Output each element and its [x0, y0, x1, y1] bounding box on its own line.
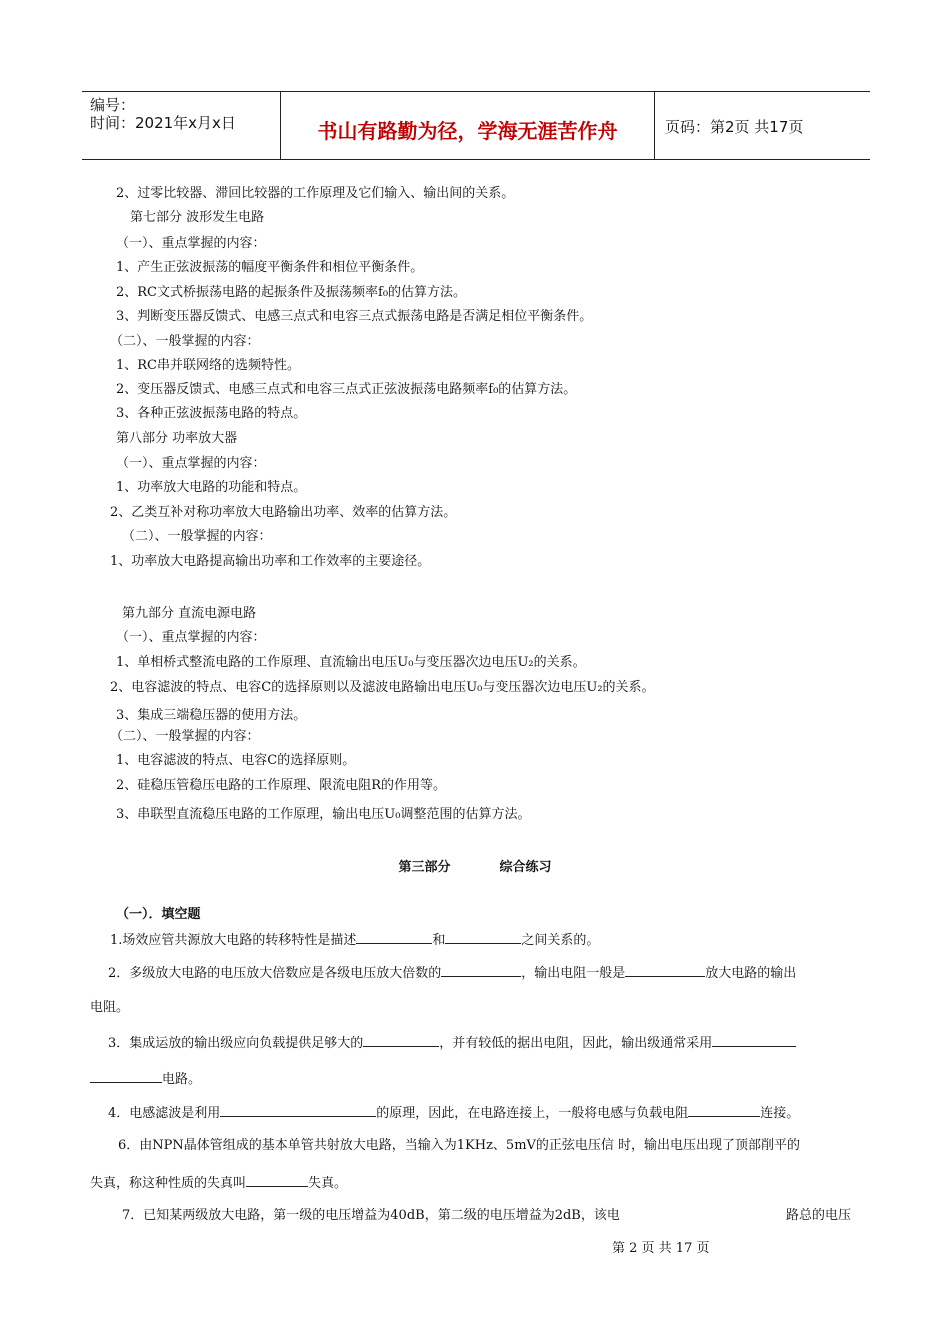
text-line: 1、产生正弦波振荡的幅度平衡条件和相位平衡条件。 [116, 260, 424, 275]
text-line: 2、乙类互补对称功率放大电路输出功率、效率的估算方法。 [110, 505, 457, 520]
text-line: 2、变压器反馈式、电感三点式和电容三点式正弦波振荡电路频率f₀的估算方法。 [116, 382, 577, 397]
text-line: 2、硅稳压管稳压电路的工作原理、限流电阻R的作用等。 [116, 778, 447, 793]
answer-blank[interactable] [220, 1104, 376, 1117]
doc-time-label: 时间：2021年x月x日 [90, 114, 236, 132]
text-line: （一）、重点掌握的内容： [116, 236, 266, 251]
answer-blank[interactable] [688, 1104, 760, 1117]
fill-in-title: （一）．填空题 [116, 907, 201, 922]
section-heading: 第七部分 波形发生电路 [130, 210, 265, 225]
text-line: （二）、一般掌握的内容： [122, 529, 272, 544]
text-line: （二）、一般掌握的内容： [110, 729, 260, 744]
answer-blank[interactable] [90, 1070, 162, 1083]
question-7: 7．已知某两级放大电路，第一级的电压增益为40dB，第二级的电压增益为2dB，该电 [122, 1208, 620, 1223]
text-line: 1、电容滤波的特点、电容C的选择原则。 [116, 753, 356, 768]
header-page-label: 页码：第2页 共17页 [665, 118, 804, 136]
question-7-cont: 路总的电压 [786, 1208, 852, 1223]
answer-blank[interactable] [363, 1034, 439, 1047]
answer-blank[interactable] [356, 931, 432, 944]
text-line: 1、RC串并联网络的选频特性。 [116, 358, 301, 373]
answer-blank[interactable] [625, 964, 705, 977]
text-line: 3、判断变压器反馈式、电感三点式和电容三点式振荡电路是否满足相位平衡条件。 [116, 309, 593, 324]
header-info-cell [82, 92, 281, 159]
question-2-cont: 电阻。 [90, 1000, 130, 1015]
question-6: 6．由NPN晶体管组成的基本单管共射放大电路，当输入为1KHz、5mV的正弦电压信 时，输出电压出现了顶部削平的 [118, 1138, 801, 1153]
section-heading: 第八部分 功率放大器 [116, 431, 238, 446]
text-line: 2、RC文式桥振荡电路的起振条件及振荡频率f₀的估算方法。 [116, 285, 467, 300]
part-number: 第三部分 [398, 860, 451, 875]
page-footer: 第 2 页 共 17 页 [612, 1241, 710, 1256]
question-1: 1.场效应管共源放大电路的转移特性是描述 和 之间关系的。 [110, 933, 600, 948]
header-motto-cell [281, 92, 655, 159]
text-line: 1、单相桥式整流电路的工作原理、直流输出电压U₀与变压器次边电压U₂的关系。 [116, 655, 586, 670]
text-line: 1、功率放大电路的功能和特点。 [116, 480, 307, 495]
text-line: 1、功率放大电路提高输出功率和工作效率的主要途径。 [110, 554, 431, 569]
text-line: 2、电容滤波的特点、电容C的选择原则以及滤波电路输出电压U₀与变压器次边电压U₂的关系。 [110, 680, 655, 695]
question-2: 2．多级放大电路的电压放大倍数应是各级电压放大倍数的 ，输出电阻一般是 放大电路的输出 [108, 966, 797, 981]
text-line: 3、各种正弦波振荡电路的特点。 [116, 406, 307, 421]
section-heading: 第九部分 直流电源电路 [122, 606, 257, 621]
question-3: 3．集成运放的输出级应向负载提供足够大的 ，并有较低的据出电阻，因此，输出级通常采用 [108, 1034, 796, 1052]
question-3-cont: 电路。 [90, 1070, 201, 1088]
text-line: 3、串联型直流稳压电路的工作原理，输出电压U₀调整范围的估算方法。 [116, 807, 531, 822]
doc-number-label: 编号： [90, 96, 136, 114]
question-6-cont: 失真，称这种性质的失真叫 失真。 [90, 1176, 348, 1191]
question-4: 4．电感滤波是利用 的原理，因此，在电路连接上，一般将电感与负载电阻 连接。 [108, 1106, 800, 1121]
header-motto: 书山有路勤为径，学海无涯苦作舟 [317, 119, 618, 143]
text-line: 3、集成三端稳压器的使用方法。 [116, 708, 307, 723]
text-line: 2、过零比较器、滞回比较器的工作原理及它们输入、输出间的关系。 [116, 186, 515, 201]
header-page-cell [655, 92, 870, 159]
part-name: 综合练习 [499, 860, 552, 875]
document-header [82, 91, 870, 160]
text-line: （一）、重点掌握的内容： [116, 456, 266, 471]
text-line: （二）、一般掌握的内容： [110, 334, 260, 349]
answer-blank[interactable] [441, 964, 521, 977]
answer-blank[interactable] [445, 931, 521, 944]
part-title [0, 856, 950, 875]
answer-blank[interactable] [246, 1174, 308, 1187]
answer-blank[interactable] [712, 1034, 796, 1047]
text-line: （一）、重点掌握的内容： [116, 630, 266, 645]
